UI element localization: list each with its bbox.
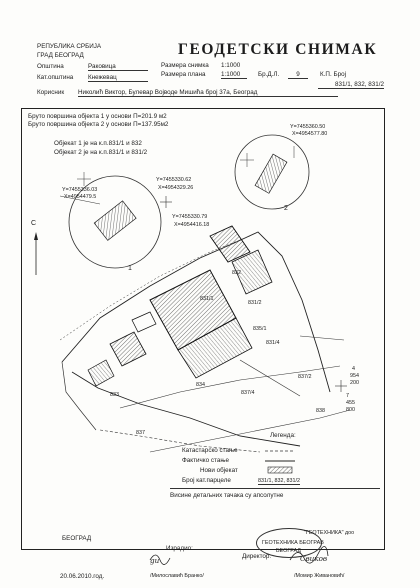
parcel-label: 834 bbox=[196, 382, 205, 388]
parcel-label: 837/2 bbox=[298, 374, 312, 380]
city-heading: ГРАД БЕОГРАД bbox=[37, 52, 84, 59]
legend-parcel-value: 831/1, 832, 831/2 bbox=[258, 478, 300, 484]
cadastral-value: Кнежевац bbox=[88, 74, 148, 82]
coord-tl-x: X=4954479.5 bbox=[64, 194, 97, 200]
stamp-text-2: ГЕОТЕХНИКА БЕОГРАВ bbox=[262, 540, 324, 546]
cadastral-label: Кат.општина bbox=[37, 74, 74, 81]
map-mark: 455 bbox=[346, 400, 355, 406]
detail-2-label: 2 bbox=[284, 205, 288, 212]
map-mark: 954 bbox=[350, 373, 359, 379]
scale-plan-value: 1:1000 bbox=[221, 71, 247, 79]
parcel-label: 831/4 bbox=[266, 340, 280, 346]
scale-image-value: 1:1000 bbox=[221, 62, 241, 69]
coord-tl-y: Y=7455336.03 bbox=[62, 187, 98, 193]
map-mark: 4 bbox=[352, 366, 355, 372]
map-mark: 7 bbox=[346, 393, 349, 399]
parcels-value: 831/1, 832, 831/2 bbox=[318, 81, 384, 89]
parcel-label: 831/1 bbox=[200, 296, 214, 302]
made-by-label: Израдио: bbox=[166, 545, 193, 552]
footer-place: БЕОГРАД bbox=[62, 535, 92, 542]
director-name: /Момир Живановић/ bbox=[294, 573, 345, 579]
user-label: Корисник bbox=[37, 89, 65, 96]
coord-c2-x: X=4954416.18 bbox=[174, 222, 210, 228]
map-mark: 200 bbox=[350, 380, 359, 386]
legend-cadastral: Катастарско стање bbox=[182, 447, 238, 454]
parcel-label: 837/4 bbox=[241, 390, 255, 396]
object-2-note: Објекат 2 је на к.п.831/1 и 831/2 bbox=[54, 149, 148, 156]
parcel-label: 832 bbox=[232, 270, 241, 276]
scale-plan-label: Размера плана bbox=[161, 71, 206, 78]
municipality-value: Раковица bbox=[88, 63, 148, 71]
north-label: С bbox=[31, 220, 37, 227]
made-by-name: /Милославић Бранко/ bbox=[150, 573, 204, 579]
map-mark: 800 bbox=[346, 407, 355, 413]
stamp-text-1: "ГЕОТЕХНИКА" доо bbox=[304, 530, 355, 536]
coord-tr-y: Y=7455360.50 bbox=[290, 124, 326, 130]
parcel-label: 838 bbox=[316, 408, 325, 414]
coord-mid-x: X=4954329.26 bbox=[158, 185, 194, 191]
director-signature: Свиков bbox=[300, 554, 328, 563]
legend-divider bbox=[170, 488, 380, 489]
republic-heading: РЕПУБЛИКА СРБИЈА bbox=[37, 43, 102, 50]
object-1-note: Објекат 1 је на к.п.831/1 и 832 bbox=[54, 140, 142, 147]
parcel-label: 835/1 bbox=[253, 326, 267, 332]
municipality-label: Општина bbox=[37, 63, 64, 70]
area-line-2: Бруто површина објекта 2 у основи П=137.95м2 bbox=[28, 121, 169, 128]
parcel-label: 831/2 bbox=[248, 300, 262, 306]
legend-parcel-no: Број кат.парцеле bbox=[182, 477, 231, 484]
footer-date: 20.06.2010.год. bbox=[60, 573, 105, 580]
document-title: ГЕОДЕТСКИ СНИМАК bbox=[178, 41, 378, 58]
ed-label: Бр.Д.Л. bbox=[258, 71, 280, 78]
scale-image-label: Размера снимка bbox=[161, 62, 209, 69]
parcel-label: 833 bbox=[110, 392, 119, 398]
coord-tr-x: X=4954577.80 bbox=[292, 131, 328, 137]
coord-c2-y: Y=7455330.79 bbox=[172, 214, 208, 220]
user-value: Николић Виктор, Булевар Војводе Мишића број 37а, Београд bbox=[78, 89, 338, 97]
director-label: Директор: bbox=[242, 553, 272, 560]
kp-label: К.П. Број bbox=[320, 71, 346, 78]
legend-title: Легенда: bbox=[270, 432, 296, 439]
area-line-1: Бруто површина објекта 1 у основи П=201.9 м2 bbox=[28, 113, 167, 120]
legend-new-object: Нови објекат bbox=[200, 467, 238, 474]
legend-actual: Фактичко стање bbox=[182, 457, 229, 464]
ed-value: 9 bbox=[288, 71, 308, 79]
made-by-signature: gu bbox=[150, 556, 160, 565]
detail-1-label: 1 bbox=[128, 265, 132, 272]
coord-mid-y: Y=7455330.62 bbox=[156, 177, 192, 183]
parcel-label: 837 bbox=[136, 430, 145, 436]
heights-note: Висине детаљних тачака су апсолутне bbox=[170, 492, 284, 499]
stamp-text-3: БЕОГРАД bbox=[276, 548, 301, 554]
